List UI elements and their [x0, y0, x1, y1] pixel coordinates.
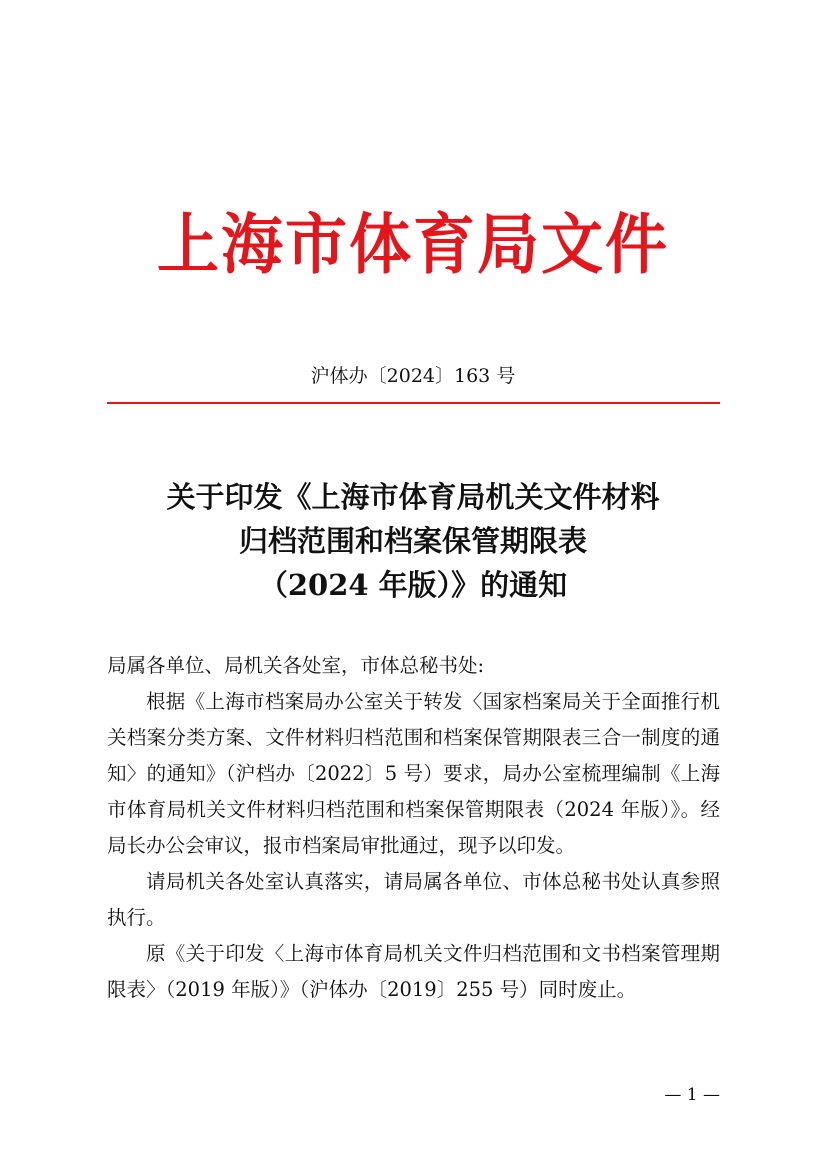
notice-title-line: 归档范围和档案保管期限表	[238, 524, 587, 558]
notice-title	[0, 475, 826, 607]
body-paragraph: 根据《上海市档案局办公室关于转发〈国家档案局关于全面推行机关档案分类方案、文件材料归档范围和档案保管期限表三合一制度的通知〉的通知》（沪档办〔2022〕5 号）要求，局办公室梳理编制《上海市体育局机关文件材料归档范围和档案保管期限表（2024 年版）》。经局长办公会审议，报市档案局审批通过，现予以印发。	[107, 690, 720, 857]
document-number: 沪体办〔2024〕163 号	[310, 365, 516, 387]
salutation: 局属各单位、局机关各处室，市体总秘书处:	[107, 654, 485, 677]
notice-title-line: 关于印发《上海市体育局机关文件材料	[166, 480, 660, 514]
page-number: — 1 —	[664, 1085, 720, 1105]
notice-body	[107, 648, 720, 1008]
red-separator-line	[107, 402, 720, 404]
issuing-authority-red-header: 上海市体育局文件	[156, 206, 669, 283]
body-paragraph: 请局机关各处室认真落实，请局属各单位、市体总秘书处认真参照执行。	[107, 870, 720, 929]
notice-title-line: （2024 年版）》的通知	[258, 568, 568, 602]
body-paragraph: 原《关于印发〈上海市体育局机关文件归档范围和文书档案管理期限表〉（2019 年版）》（沪体办〔2019〕255 号）同时废止。	[107, 942, 720, 1001]
